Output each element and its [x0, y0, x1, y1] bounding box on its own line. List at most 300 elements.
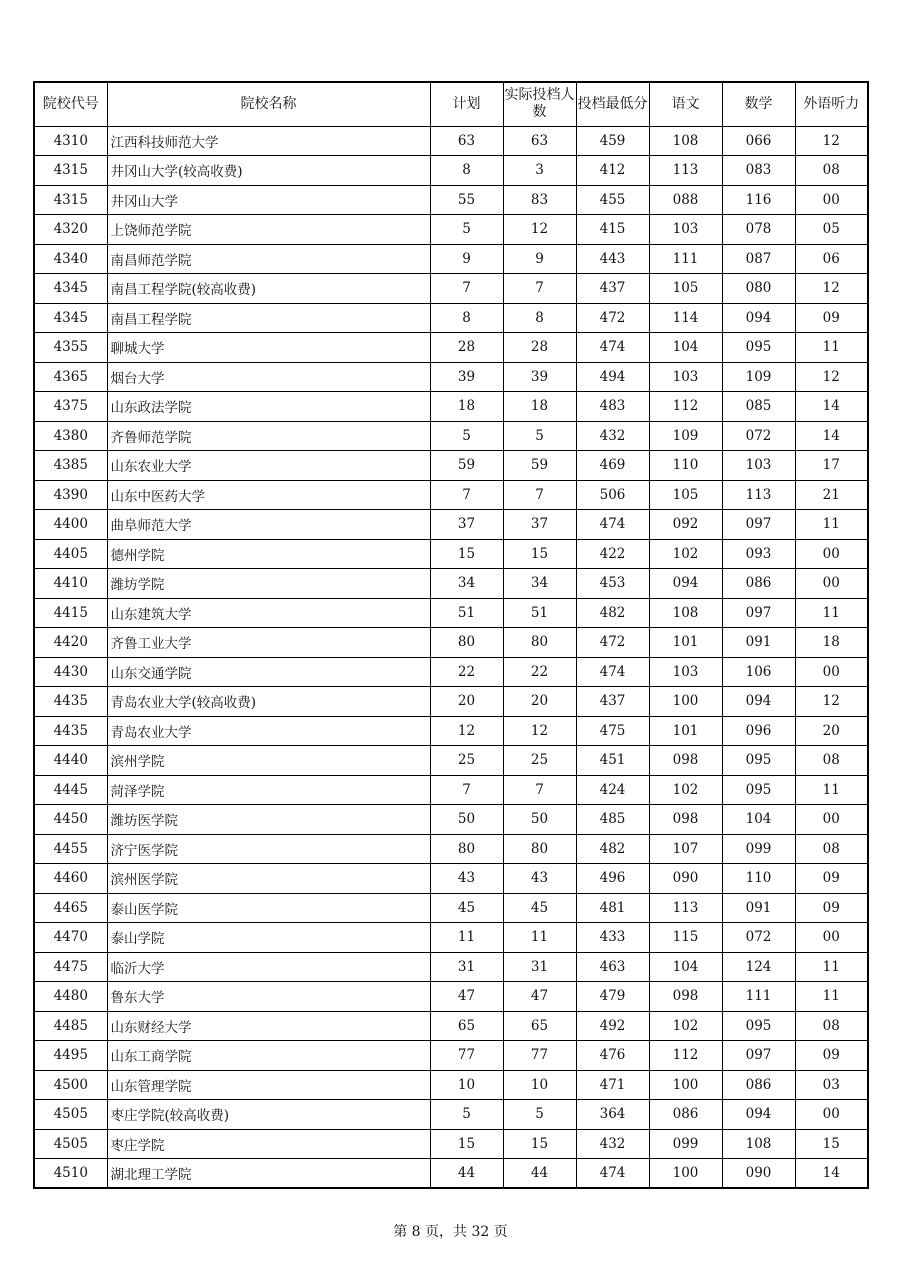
cell-listening: 08 — [795, 156, 868, 186]
cell-chinese: 101 — [649, 628, 722, 658]
cell-listening: 09 — [795, 303, 868, 333]
cell-math: 085 — [722, 392, 795, 422]
cell-chinese: 100 — [649, 1070, 722, 1100]
cell-actual: 3 — [503, 156, 576, 186]
cell-chinese: 086 — [649, 1100, 722, 1130]
cell-name: 山东财经大学 — [107, 1011, 430, 1041]
cell-min-score: 422 — [576, 539, 649, 569]
cell-actual: 83 — [503, 185, 576, 215]
cell-listening: 14 — [795, 1159, 868, 1189]
table-row — [34, 392, 868, 422]
cell-plan: 11 — [430, 923, 503, 953]
cell-plan: 43 — [430, 864, 503, 894]
table-row — [34, 1070, 868, 1100]
cell-math: 113 — [722, 480, 795, 510]
admission-table — [33, 81, 869, 1189]
cell-min-score: 474 — [576, 1159, 649, 1189]
cell-listening: 11 — [795, 510, 868, 540]
table-row — [34, 480, 868, 510]
cell-actual: 7 — [503, 775, 576, 805]
cell-code: 4415 — [34, 598, 107, 628]
cell-actual: 18 — [503, 392, 576, 422]
header-math: 数学 — [722, 82, 795, 126]
cell-code: 4345 — [34, 274, 107, 304]
cell-math: 095 — [722, 775, 795, 805]
cell-actual: 8 — [503, 303, 576, 333]
table-row — [34, 716, 868, 746]
cell-name: 山东建筑大学 — [107, 598, 430, 628]
cell-math: 095 — [722, 746, 795, 776]
table-row — [34, 303, 868, 333]
cell-plan: 7 — [430, 274, 503, 304]
cell-chinese: 098 — [649, 746, 722, 776]
cell-chinese: 098 — [649, 982, 722, 1012]
cell-actual: 11 — [503, 923, 576, 953]
table-row — [34, 834, 868, 864]
cell-plan: 15 — [430, 539, 503, 569]
cell-chinese: 114 — [649, 303, 722, 333]
table-row — [34, 687, 868, 717]
cell-actual: 5 — [503, 421, 576, 451]
cell-listening: 14 — [795, 421, 868, 451]
cell-listening: 08 — [795, 1011, 868, 1041]
cell-min-score: 453 — [576, 569, 649, 599]
cell-min-score: 437 — [576, 274, 649, 304]
cell-name: 湖北理工学院 — [107, 1159, 430, 1189]
cell-math: 090 — [722, 1159, 795, 1189]
cell-actual: 10 — [503, 1070, 576, 1100]
cell-actual: 12 — [503, 215, 576, 245]
header-plan: 计划 — [430, 82, 503, 126]
cell-math: 083 — [722, 156, 795, 186]
cell-min-score: 451 — [576, 746, 649, 776]
cell-name: 南昌工程学院(较高收费) — [107, 274, 430, 304]
cell-math: 095 — [722, 333, 795, 363]
table-row — [34, 1041, 868, 1071]
cell-code: 4505 — [34, 1100, 107, 1130]
cell-listening: 09 — [795, 864, 868, 894]
cell-min-score: 481 — [576, 893, 649, 923]
cell-name: 滨州学院 — [107, 746, 430, 776]
cell-code: 4435 — [34, 716, 107, 746]
header-actual: 实际投档人数 — [503, 82, 576, 126]
cell-listening: 12 — [795, 362, 868, 392]
cell-code: 4430 — [34, 657, 107, 687]
cell-min-score: 474 — [576, 657, 649, 687]
cell-chinese: 088 — [649, 185, 722, 215]
cell-plan: 15 — [430, 1129, 503, 1159]
table-row — [34, 1129, 868, 1159]
cell-chinese: 110 — [649, 451, 722, 481]
cell-name: 聊城大学 — [107, 333, 430, 363]
cell-math: 078 — [722, 215, 795, 245]
cell-code: 4385 — [34, 451, 107, 481]
cell-min-score: 485 — [576, 805, 649, 835]
cell-min-score: 496 — [576, 864, 649, 894]
cell-plan: 8 — [430, 156, 503, 186]
cell-name: 井冈山大学(较高收费) — [107, 156, 430, 186]
cell-actual: 50 — [503, 805, 576, 835]
table-row — [34, 1100, 868, 1130]
cell-min-score: 475 — [576, 716, 649, 746]
cell-listening: 08 — [795, 834, 868, 864]
cell-name: 泰山学院 — [107, 923, 430, 953]
cell-plan: 39 — [430, 362, 503, 392]
cell-actual: 51 — [503, 598, 576, 628]
table-row — [34, 215, 868, 245]
header-chinese: 语文 — [649, 82, 722, 126]
table-row — [34, 864, 868, 894]
cell-math: 087 — [722, 244, 795, 274]
page-footer: 第 8 页，共 32 页 — [393, 1224, 508, 1240]
cell-math: 116 — [722, 185, 795, 215]
cell-listening: 06 — [795, 244, 868, 274]
cell-code: 4480 — [34, 982, 107, 1012]
cell-actual: 65 — [503, 1011, 576, 1041]
cell-code: 4440 — [34, 746, 107, 776]
cell-plan: 63 — [430, 126, 503, 156]
cell-actual: 7 — [503, 274, 576, 304]
cell-actual: 5 — [503, 1100, 576, 1130]
cell-code: 4435 — [34, 687, 107, 717]
cell-actual: 12 — [503, 716, 576, 746]
table-row — [34, 362, 868, 392]
cell-plan: 12 — [430, 716, 503, 746]
cell-actual: 43 — [503, 864, 576, 894]
cell-math: 096 — [722, 716, 795, 746]
table-row — [34, 628, 868, 658]
table-row — [34, 746, 868, 776]
cell-plan: 51 — [430, 598, 503, 628]
cell-math: 093 — [722, 539, 795, 569]
cell-actual: 20 — [503, 687, 576, 717]
cell-min-score: 412 — [576, 156, 649, 186]
cell-name: 青岛农业大学(较高收费) — [107, 687, 430, 717]
cell-name: 临沂大学 — [107, 952, 430, 982]
header-listening: 外语听力 — [795, 82, 868, 126]
cell-chinese: 111 — [649, 244, 722, 274]
cell-code: 4465 — [34, 893, 107, 923]
cell-math: 097 — [722, 1041, 795, 1071]
cell-listening: 12 — [795, 126, 868, 156]
cell-name: 山东中医药大学 — [107, 480, 430, 510]
cell-min-score: 472 — [576, 303, 649, 333]
table-row — [34, 1011, 868, 1041]
cell-code: 4495 — [34, 1041, 107, 1071]
cell-math: 091 — [722, 628, 795, 658]
cell-actual: 37 — [503, 510, 576, 540]
cell-listening: 00 — [795, 657, 868, 687]
cell-chinese: 113 — [649, 156, 722, 186]
cell-chinese: 105 — [649, 480, 722, 510]
cell-code: 4420 — [34, 628, 107, 658]
cell-math: 111 — [722, 982, 795, 1012]
cell-code: 4315 — [34, 156, 107, 186]
cell-name: 井冈山大学 — [107, 185, 430, 215]
cell-code: 4365 — [34, 362, 107, 392]
cell-plan: 5 — [430, 421, 503, 451]
cell-chinese: 104 — [649, 333, 722, 363]
cell-name: 枣庄学院(较高收费) — [107, 1100, 430, 1130]
cell-math: 108 — [722, 1129, 795, 1159]
cell-chinese: 098 — [649, 805, 722, 835]
cell-listening: 11 — [795, 598, 868, 628]
cell-plan: 34 — [430, 569, 503, 599]
cell-min-score: 455 — [576, 185, 649, 215]
table-row — [34, 421, 868, 451]
cell-actual: 31 — [503, 952, 576, 982]
cell-plan: 28 — [430, 333, 503, 363]
cell-name: 德州学院 — [107, 539, 430, 569]
table-row — [34, 539, 868, 569]
cell-math: 095 — [722, 1011, 795, 1041]
cell-listening: 03 — [795, 1070, 868, 1100]
cell-listening: 17 — [795, 451, 868, 481]
cell-listening: 14 — [795, 392, 868, 422]
cell-math: 086 — [722, 569, 795, 599]
cell-chinese: 115 — [649, 923, 722, 953]
cell-name: 山东农业大学 — [107, 451, 430, 481]
cell-chinese: 103 — [649, 215, 722, 245]
cell-actual: 44 — [503, 1159, 576, 1189]
cell-math: 072 — [722, 421, 795, 451]
cell-listening: 00 — [795, 805, 868, 835]
cell-chinese: 090 — [649, 864, 722, 894]
cell-actual: 45 — [503, 893, 576, 923]
table-row — [34, 126, 868, 156]
cell-min-score: 433 — [576, 923, 649, 953]
cell-plan: 7 — [430, 775, 503, 805]
cell-listening: 05 — [795, 215, 868, 245]
cell-listening: 11 — [795, 333, 868, 363]
cell-chinese: 102 — [649, 775, 722, 805]
cell-listening: 00 — [795, 539, 868, 569]
table-row — [34, 156, 868, 186]
cell-code: 4355 — [34, 333, 107, 363]
cell-listening: 11 — [795, 982, 868, 1012]
table-row — [34, 893, 868, 923]
cell-min-score: 482 — [576, 598, 649, 628]
cell-name: 山东交通学院 — [107, 657, 430, 687]
cell-name: 齐鲁工业大学 — [107, 628, 430, 658]
cell-listening: 00 — [795, 1100, 868, 1130]
cell-name: 青岛农业大学 — [107, 716, 430, 746]
cell-min-score: 472 — [576, 628, 649, 658]
table-row — [34, 598, 868, 628]
cell-code: 4375 — [34, 392, 107, 422]
cell-listening: 20 — [795, 716, 868, 746]
cell-name: 南昌工程学院 — [107, 303, 430, 333]
cell-chinese: 108 — [649, 126, 722, 156]
cell-plan: 9 — [430, 244, 503, 274]
cell-chinese: 092 — [649, 510, 722, 540]
table-row — [34, 775, 868, 805]
cell-listening: 09 — [795, 1041, 868, 1071]
cell-name: 山东政法学院 — [107, 392, 430, 422]
table-row — [34, 923, 868, 953]
cell-chinese: 094 — [649, 569, 722, 599]
cell-plan: 7 — [430, 480, 503, 510]
cell-plan: 77 — [430, 1041, 503, 1071]
cell-plan: 5 — [430, 1100, 503, 1130]
cell-min-score: 432 — [576, 421, 649, 451]
cell-min-score: 364 — [576, 1100, 649, 1130]
cell-listening: 09 — [795, 893, 868, 923]
cell-code: 4455 — [34, 834, 107, 864]
cell-listening: 00 — [795, 923, 868, 953]
cell-plan: 20 — [430, 687, 503, 717]
cell-code: 4450 — [34, 805, 107, 835]
cell-actual: 39 — [503, 362, 576, 392]
cell-min-score: 437 — [576, 687, 649, 717]
cell-plan: 25 — [430, 746, 503, 776]
cell-min-score: 459 — [576, 126, 649, 156]
cell-plan: 50 — [430, 805, 503, 835]
cell-name: 泰山医学院 — [107, 893, 430, 923]
cell-plan: 18 — [430, 392, 503, 422]
table-row — [34, 333, 868, 363]
cell-actual: 63 — [503, 126, 576, 156]
cell-code: 4340 — [34, 244, 107, 274]
cell-code: 4400 — [34, 510, 107, 540]
table-row — [34, 1159, 868, 1189]
cell-actual: 80 — [503, 628, 576, 658]
cell-actual: 7 — [503, 480, 576, 510]
cell-plan: 80 — [430, 628, 503, 658]
cell-actual: 15 — [503, 1129, 576, 1159]
cell-code: 4405 — [34, 539, 107, 569]
table-row — [34, 510, 868, 540]
cell-name: 菏泽学院 — [107, 775, 430, 805]
cell-code: 4390 — [34, 480, 107, 510]
cell-name: 滨州医学院 — [107, 864, 430, 894]
cell-chinese: 107 — [649, 834, 722, 864]
table-row — [34, 805, 868, 835]
cell-math: 097 — [722, 510, 795, 540]
cell-name: 烟台大学 — [107, 362, 430, 392]
cell-name: 齐鲁师范学院 — [107, 421, 430, 451]
cell-actual: 59 — [503, 451, 576, 481]
cell-min-score: 432 — [576, 1129, 649, 1159]
cell-actual: 47 — [503, 982, 576, 1012]
table-row — [34, 451, 868, 481]
cell-code: 4470 — [34, 923, 107, 953]
cell-plan: 65 — [430, 1011, 503, 1041]
cell-plan: 31 — [430, 952, 503, 982]
cell-math: 124 — [722, 952, 795, 982]
cell-plan: 80 — [430, 834, 503, 864]
cell-actual: 9 — [503, 244, 576, 274]
cell-plan: 8 — [430, 303, 503, 333]
cell-math: 103 — [722, 451, 795, 481]
cell-code: 4345 — [34, 303, 107, 333]
cell-actual: 15 — [503, 539, 576, 569]
cell-math: 097 — [722, 598, 795, 628]
cell-min-score: 469 — [576, 451, 649, 481]
cell-listening: 12 — [795, 687, 868, 717]
cell-chinese: 103 — [649, 362, 722, 392]
table-row — [34, 657, 868, 687]
cell-min-score: 482 — [576, 834, 649, 864]
cell-name: 上饶师范学院 — [107, 215, 430, 245]
cell-math: 091 — [722, 893, 795, 923]
cell-min-score: 443 — [576, 244, 649, 274]
cell-code: 4475 — [34, 952, 107, 982]
cell-math: 086 — [722, 1070, 795, 1100]
cell-min-score: 506 — [576, 480, 649, 510]
cell-min-score: 424 — [576, 775, 649, 805]
cell-min-score: 479 — [576, 982, 649, 1012]
cell-plan: 59 — [430, 451, 503, 481]
table-body — [34, 126, 868, 1188]
cell-min-score: 463 — [576, 952, 649, 982]
cell-listening: 15 — [795, 1129, 868, 1159]
table-row — [34, 274, 868, 304]
cell-plan: 5 — [430, 215, 503, 245]
cell-min-score: 474 — [576, 333, 649, 363]
cell-chinese: 105 — [649, 274, 722, 304]
cell-chinese: 109 — [649, 421, 722, 451]
cell-chinese: 102 — [649, 1011, 722, 1041]
cell-min-score: 415 — [576, 215, 649, 245]
table-row — [34, 952, 868, 982]
cell-actual: 22 — [503, 657, 576, 687]
cell-chinese: 113 — [649, 893, 722, 923]
cell-chinese: 099 — [649, 1129, 722, 1159]
cell-min-score: 494 — [576, 362, 649, 392]
cell-actual: 34 — [503, 569, 576, 599]
table-row — [34, 244, 868, 274]
cell-code: 4380 — [34, 421, 107, 451]
cell-actual: 80 — [503, 834, 576, 864]
cell-plan: 55 — [430, 185, 503, 215]
cell-listening: 18 — [795, 628, 868, 658]
cell-plan: 44 — [430, 1159, 503, 1189]
cell-name: 枣庄学院 — [107, 1129, 430, 1159]
cell-code: 4315 — [34, 185, 107, 215]
cell-chinese: 112 — [649, 392, 722, 422]
cell-chinese: 100 — [649, 687, 722, 717]
cell-name: 潍坊学院 — [107, 569, 430, 599]
cell-math: 094 — [722, 687, 795, 717]
cell-math: 080 — [722, 274, 795, 304]
cell-listening: 21 — [795, 480, 868, 510]
cell-plan: 37 — [430, 510, 503, 540]
cell-code: 4320 — [34, 215, 107, 245]
cell-plan: 22 — [430, 657, 503, 687]
cell-name: 江西科技师范大学 — [107, 126, 430, 156]
header-code: 院校代号 — [34, 82, 107, 126]
cell-math: 094 — [722, 303, 795, 333]
cell-code: 4445 — [34, 775, 107, 805]
cell-math: 099 — [722, 834, 795, 864]
cell-code: 4460 — [34, 864, 107, 894]
cell-actual: 28 — [503, 333, 576, 363]
cell-listening: 11 — [795, 952, 868, 982]
table-row — [34, 569, 868, 599]
cell-math: 109 — [722, 362, 795, 392]
cell-plan: 10 — [430, 1070, 503, 1100]
cell-min-score: 492 — [576, 1011, 649, 1041]
cell-min-score: 476 — [576, 1041, 649, 1071]
cell-listening: 11 — [795, 775, 868, 805]
cell-name: 山东工商学院 — [107, 1041, 430, 1071]
cell-name: 曲阜师范大学 — [107, 510, 430, 540]
cell-min-score: 474 — [576, 510, 649, 540]
header-row — [34, 82, 868, 126]
cell-actual: 77 — [503, 1041, 576, 1071]
cell-math: 066 — [722, 126, 795, 156]
